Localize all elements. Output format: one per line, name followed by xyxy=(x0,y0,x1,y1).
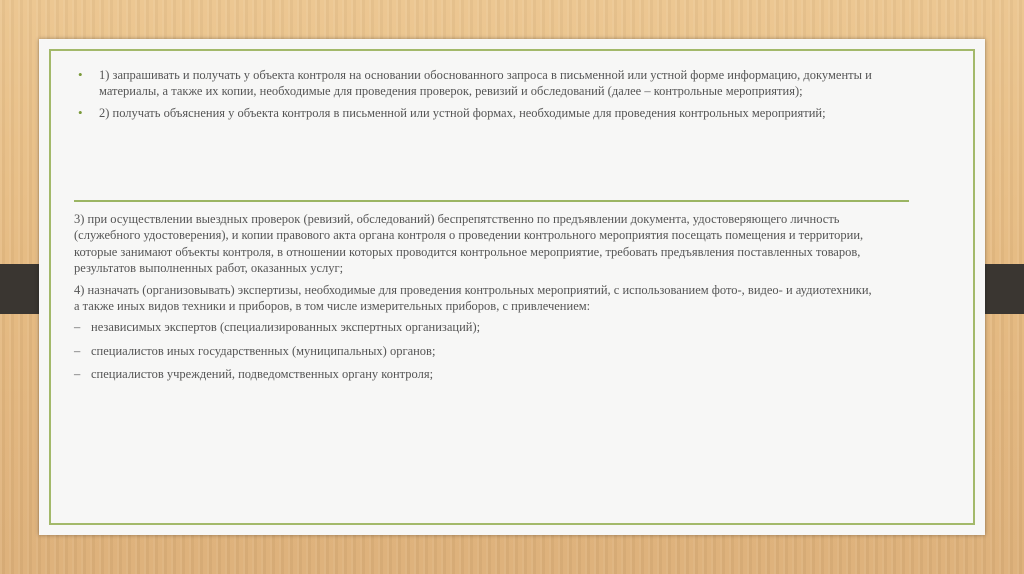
section-divider xyxy=(74,200,909,202)
dash-item-1 xyxy=(74,319,874,335)
bullet-text: 1) запрашивать и получать у объекта контроля на основании обоснованного запроса в письменной или устной форме информацию, документы и материалы, а также их копии, необходимые для проведения проверок, ревизий и обследований (далее – контрольные мероприятия); xyxy=(99,68,872,99)
dash-text: независимых экспертов (специализированных экспертных организаций); xyxy=(91,320,481,335)
dash-text: специалистов учреждений, подведомственных органу контроля; xyxy=(91,367,434,382)
bullet-icon: • xyxy=(78,104,83,120)
paragraph-4: 4) назначать (организовывать) экспертизы, необходимые для проведения контрольных мероприятий, с использованием фото-, видео- и аудиотехники, а также иных видов техники и приборов, в том числе измерительных приборов, с привлечением: xyxy=(74,282,872,314)
bullet-item-1 xyxy=(74,67,874,100)
dash-icon: – xyxy=(74,320,81,335)
dash-icon: – xyxy=(74,367,81,382)
paragraph-block xyxy=(74,211,874,390)
dash-text: специалистов иных государственных (муниципальных) органов; xyxy=(91,343,436,358)
paragraph-3: 3) при осуществлении выездных проверок (ревизий, обследований) беспрепятственно по предъявлении документа, удостоверяющего личность (служебного удостоверения), и копии правового акта органа контроля о проведении контрольного мероприятия посещать помещения и территории, которые занимают объекты контроля, в отношении которых проводится контрольное мероприятие, требовать предъявления поставленных товаров, результатов выполненных работ, оказанных услуг; xyxy=(74,212,864,276)
bullet-item-2 xyxy=(74,105,874,121)
dash-item-3 xyxy=(74,366,874,382)
dash-item-2 xyxy=(74,343,874,359)
bullet-text: 2) получать объяснения у объекта контроля в письменной или устной формах, необходимые для проведения контрольных мероприятий; xyxy=(99,105,826,120)
dash-icon: – xyxy=(74,343,81,358)
bullet-list xyxy=(74,67,874,126)
bullet-icon: • xyxy=(78,67,83,82)
